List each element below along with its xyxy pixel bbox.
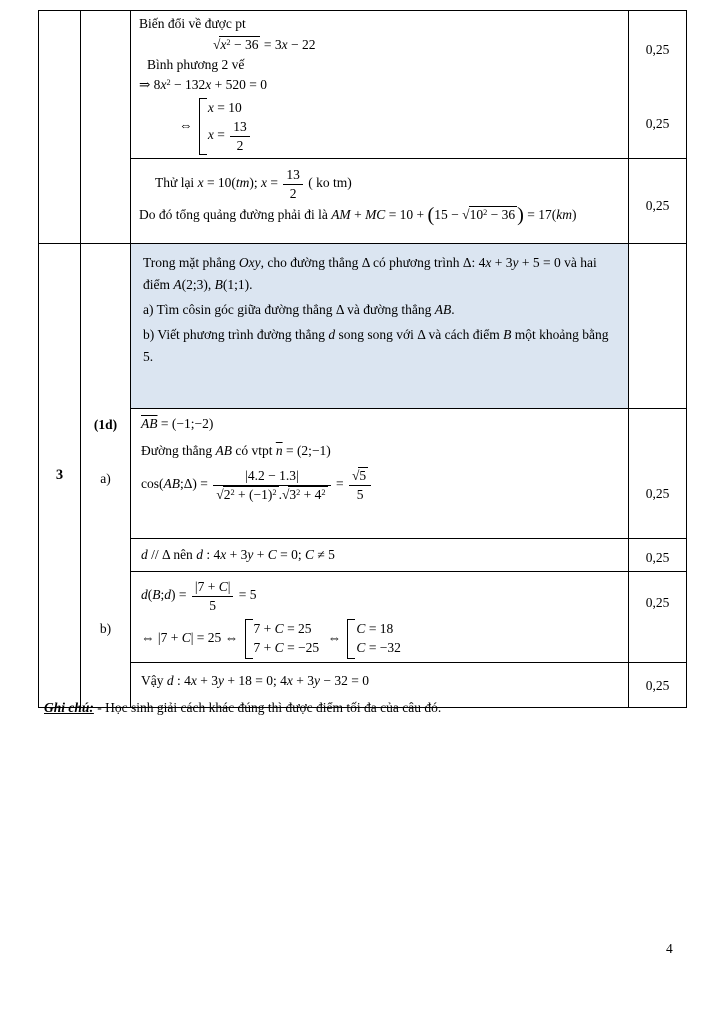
- part-a-label: a): [100, 471, 111, 487]
- table-row: [39, 159, 687, 244]
- table-row: [39, 11, 687, 159]
- solution-cell: [131, 11, 629, 159]
- solution-line: d // Δ nên d : 4x + 3y + C = 0; C ≠ 5: [141, 547, 335, 563]
- points-cell: [629, 11, 687, 159]
- points-cell: [629, 159, 687, 244]
- statement-cell: [131, 244, 629, 409]
- question-marks-label: (1d): [93, 417, 118, 433]
- solution-line: ⇔ |7 + C| = 25 ⇔ 7 + C = 25 7 + C = −25 ⇔ C = 18 C = −32: [141, 619, 622, 659]
- solution-cell: [131, 539, 629, 572]
- question-number-cell: [39, 244, 81, 708]
- solution-line: Thử lại x = 10(tm); x = $\frac{13}{2}$ ( ko tm): [155, 167, 352, 201]
- points-value: 0,25: [645, 677, 670, 693]
- solution-cell: [131, 572, 629, 663]
- solution-cell: [131, 409, 629, 539]
- footer-note-text: - Học sinh giải cách khác đúng thì được điểm tối đa của câu đó.: [93, 700, 442, 715]
- points-cell: [629, 539, 687, 572]
- points-value: 0,25: [645, 198, 670, 214]
- table-row: [39, 244, 687, 409]
- solution-line: ⇔ x = 10 x = $\frac{13}{2}$: [179, 98, 622, 155]
- table-row: [39, 572, 687, 663]
- question-number-cell-empty: [39, 11, 81, 244]
- problem-statement: [131, 244, 628, 408]
- footer-note-label: Ghi chú:: [44, 700, 94, 715]
- statement-line: b) Viết phương trình đường thẳng d song song với Δ và cách điểm B một khoảng bằng 5.: [143, 326, 609, 364]
- footer-note: [44, 699, 684, 717]
- question-number: 3: [55, 467, 64, 484]
- part-cell-empty: [81, 11, 131, 244]
- solution-line: Đường thẳng AB có vtpt $\overline{n}$ = (2;−1): [141, 442, 331, 458]
- solution-line: Do đó tổng quảng đường phải đi là AM + MC = $10 + (15 - √10^2 - 36) = 17(km)$: [139, 204, 577, 227]
- solution-line: Vậy d : 4x + 3y + 18 = 0; 4x + 3y − 32 = 0: [141, 672, 369, 688]
- statement-line: Trong mặt phẳng Oxy, cho đường thẳng Δ có phương trình Δ: 4x + 3y + 5 = 0 và hai điểm A(2;3), B(1;1).: [143, 255, 597, 292]
- solution-line: ⇒ $8x^2 - 132x + 520 = 0$: [139, 76, 267, 92]
- solution-line: $\overline{AB}$ = (−1;−2): [141, 416, 214, 432]
- points-cell: [629, 409, 687, 539]
- solution-line: cos(AB;Δ) = $\frac{|4.2 - 1.3|}{√2^2 + (-1)^2 .√3^2 + 4^2}$ = $\frac{√5}{5}$: [141, 468, 622, 502]
- solution-line: Bình phương 2 vế: [147, 57, 245, 73]
- part-b-label: b): [99, 621, 112, 637]
- part-cell: [81, 244, 131, 708]
- solution-cell: [131, 159, 629, 244]
- table-row: [39, 409, 687, 539]
- solution-line: Biến đổi về được pt: [139, 16, 246, 31]
- points-value: 0,25: [645, 595, 670, 611]
- points-cell-empty: [629, 244, 687, 409]
- points-value: 0,25: [645, 116, 670, 131]
- solution-line: d(B;d) = $\frac{|7 + C|}{5}$ = 5: [141, 579, 257, 613]
- page-number: 4: [666, 941, 673, 956]
- points-value: 0,25: [645, 42, 670, 57]
- table-row: [39, 539, 687, 572]
- points-cell: [629, 572, 687, 663]
- points-value: 0,25: [645, 550, 670, 566]
- solution-line: $√x^2 - 36 = 3x - 22$: [213, 36, 316, 52]
- answer-key-table: [38, 10, 687, 708]
- points-value: 0,25: [645, 486, 670, 502]
- statement-line: a) Tìm côsin góc giữa đường thẳng Δ và đường thẳng AB.: [143, 301, 455, 317]
